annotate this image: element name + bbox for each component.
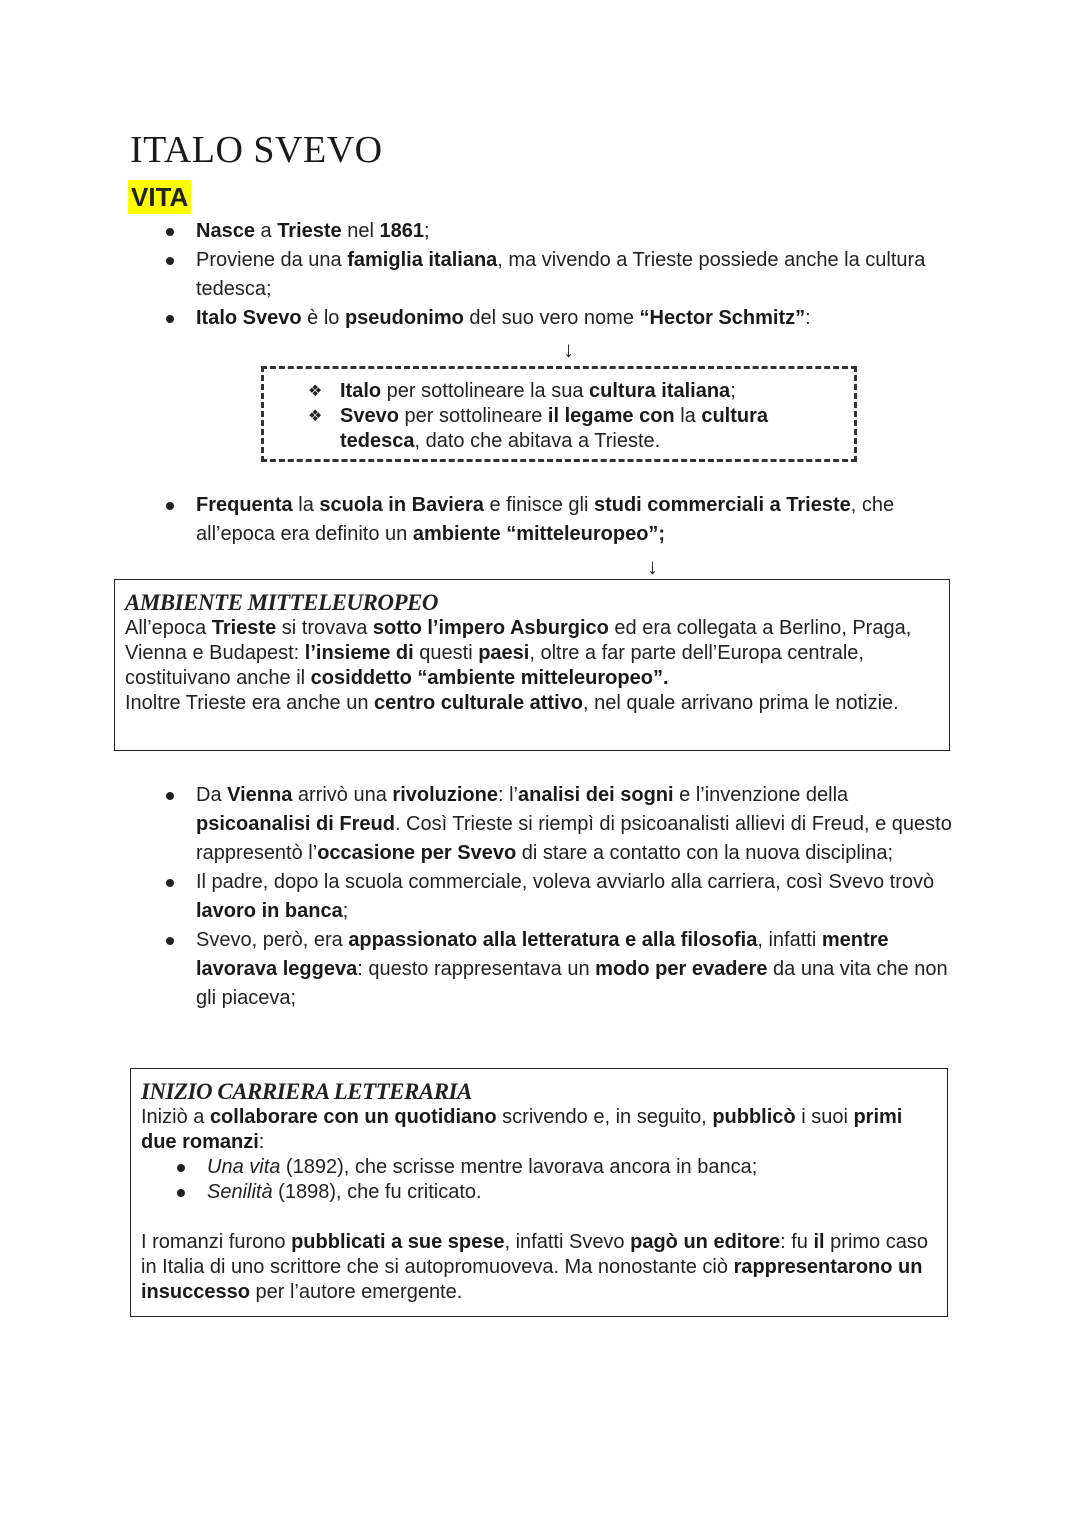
box-title: AMBIENTE MITTELEUROPEO xyxy=(125,590,438,615)
text-run: arrivò una xyxy=(292,784,393,806)
text-run: All’epoca xyxy=(125,617,212,639)
box-paragraph xyxy=(125,691,939,716)
text-run: Svevo, però, era xyxy=(196,929,349,951)
list-item xyxy=(130,781,960,868)
text-run: : xyxy=(805,307,811,329)
text-run: di stare a contatto con la nuova disciplina; xyxy=(516,842,894,864)
mitteleuropa-box xyxy=(114,579,950,751)
life-list-2 xyxy=(130,491,950,549)
text-run: Frequenta xyxy=(196,494,293,516)
text-run: : l’ xyxy=(497,784,518,806)
text-run: a xyxy=(254,220,278,242)
text-run: , infatti Svevo xyxy=(504,1231,631,1253)
text-run: Nasce xyxy=(196,220,255,242)
text-run: Da xyxy=(196,784,228,806)
text-run: centro culturale attivo xyxy=(374,692,583,714)
bullet-dot-icon xyxy=(177,1164,185,1172)
list-item xyxy=(130,217,950,246)
pseudonym-explanation-box xyxy=(261,366,857,462)
text-run: Trieste xyxy=(211,617,277,639)
text-run: , ma vivendo a Trieste possiede anche la cultura tedesca; xyxy=(196,249,926,300)
text-run: il legame con xyxy=(547,405,675,427)
bullet-dot-icon xyxy=(166,228,174,236)
text-run: : fu xyxy=(780,1231,814,1253)
text-run: e finisce gli xyxy=(483,494,594,516)
text-run: , che all’epoca era definito un xyxy=(196,494,895,545)
text-run: , oltre a far parte dell’Europa centrale, costituivano anche il xyxy=(125,642,864,689)
text-run: da una vita che non gli piaceva; xyxy=(196,958,948,1009)
text-run: scuola in Baviera xyxy=(319,494,484,516)
list-item xyxy=(130,304,950,333)
bullet-dot-icon xyxy=(166,257,174,265)
text-run: Svevo xyxy=(340,405,399,427)
text-run: Iniziò a xyxy=(141,1106,210,1128)
list-item xyxy=(141,1180,937,1205)
bullet-dot-icon xyxy=(177,1189,185,1197)
list-item xyxy=(141,1155,937,1180)
bullet-dot-icon xyxy=(166,502,174,510)
text-run: cultura tedesca xyxy=(340,405,769,452)
text-run: pagò un editore xyxy=(630,1231,781,1253)
text-run: analisi dei sogni xyxy=(517,784,674,806)
bullet-dot-icon xyxy=(166,792,174,800)
section-heading-vita: VITA xyxy=(128,180,191,214)
text-run: il xyxy=(813,1231,825,1253)
text-run: Il padre, dopo la scuola commerciale, voleva avviarlo alla carriera, così Svevo trovò xyxy=(196,871,935,893)
text-run: la xyxy=(674,405,702,427)
text-run: la xyxy=(292,494,320,516)
text-run: lavoro in banca xyxy=(196,900,343,922)
text-run: . Così Trieste si riempì di psicoanalisti allievi di Freud, e questo rappresentò l’ xyxy=(196,813,952,864)
text-run: e l’invenzione della xyxy=(673,784,849,806)
text-run: del suo vero nome xyxy=(463,307,640,329)
text-run: Vienna xyxy=(227,784,293,806)
diamond-bullet-icon: ❖ xyxy=(308,408,323,425)
life-list-1 xyxy=(130,217,950,333)
text-run: l’insieme di xyxy=(304,642,414,664)
career-box xyxy=(130,1068,948,1317)
bullet-dot-icon xyxy=(166,937,174,945)
text-run: ; xyxy=(730,380,736,402)
text-run: (1898), che fu criticato. xyxy=(272,1181,482,1203)
text-run: 1861 xyxy=(379,220,424,242)
text-run: studi commerciali a Trieste xyxy=(593,494,851,516)
text-run: , nel quale arrivano prima le notizie. xyxy=(582,692,899,714)
text-run: Italo xyxy=(340,380,382,402)
text-run: si trovava xyxy=(276,617,373,639)
bullet-dot-icon xyxy=(166,315,174,323)
text-run: , dato che abitava a Trieste. xyxy=(414,430,661,452)
text-run: nel xyxy=(341,220,380,242)
box-paragraph xyxy=(125,616,939,691)
text-run: scrivendo e, in seguito, xyxy=(496,1106,713,1128)
text-run: (1892), che scrisse mentre lavorava ancora in banca; xyxy=(280,1156,758,1178)
text-run: pubblicati a sue spese xyxy=(291,1231,505,1253)
text-run: Trieste xyxy=(277,220,342,242)
list-item xyxy=(130,868,960,926)
text-run: mentre lavorava leggeva xyxy=(196,929,889,980)
text-run: pseudonimo xyxy=(344,307,464,329)
text-run: per l’autore emergente. xyxy=(249,1281,463,1303)
text-run: per sottolineare xyxy=(398,405,548,427)
text-run: primi due romanzi xyxy=(141,1106,903,1153)
text-run: i suoi xyxy=(795,1106,854,1128)
text-run: Senilità xyxy=(207,1181,273,1203)
text-run: ambiente “mitteleuropeo”; xyxy=(412,523,666,545)
list-item xyxy=(130,926,960,1013)
text-run: Proviene da xyxy=(196,249,309,271)
list-item xyxy=(308,404,828,454)
text-run: cultura italiana xyxy=(589,380,731,402)
text-run: collaborare con un quotidiano xyxy=(209,1106,497,1128)
list-item xyxy=(130,246,950,304)
text-run: : questo rappresentava un xyxy=(357,958,596,980)
box-paragraph xyxy=(141,1230,937,1305)
text-run: modo per evadere xyxy=(595,958,768,980)
text-run: ed era collegata a Berlino, Praga, Vienna e Budapest: xyxy=(125,617,912,664)
text-run: pubblicò xyxy=(712,1106,796,1128)
list-item xyxy=(130,491,950,549)
text-run: “Hector Schmitz” xyxy=(639,307,806,329)
text-run: questi xyxy=(413,642,479,664)
text-run: Italo Svevo xyxy=(196,307,302,329)
text-run: Una vita xyxy=(207,1156,281,1178)
text-run: sotto l’impero Asburgico xyxy=(372,617,609,639)
text-run: occasione per Svevo xyxy=(317,842,517,864)
pseudonym-list xyxy=(308,379,828,454)
text-run: rappresentarono un insuccesso xyxy=(141,1256,923,1303)
text-run: rivoluzione xyxy=(392,784,498,806)
text-run: per sottolineare la sua xyxy=(381,380,590,402)
text-run: cosiddetto “ambiente mitteleuropeo”. xyxy=(310,667,669,689)
diamond-bullet-icon: ❖ xyxy=(308,383,323,400)
box-intro xyxy=(141,1105,937,1155)
text-run: è lo xyxy=(301,307,345,329)
text-run: ; xyxy=(423,220,430,242)
arrow-down-icon: ↓ xyxy=(647,554,658,579)
text-run: famiglia italiana xyxy=(347,249,498,271)
box-title: INIZIO CARRIERA LETTERARIA xyxy=(141,1079,472,1104)
text-run: una xyxy=(308,249,348,271)
text-run: ; xyxy=(342,900,349,922)
page-title: ITALO SVEVO xyxy=(130,129,383,171)
text-run: appassionato alla letteratura e alla filosofia xyxy=(348,929,758,951)
text-run: Inoltre Trieste era anche un xyxy=(125,692,375,714)
novels-list xyxy=(141,1155,937,1205)
arrow-down-icon: ↓ xyxy=(563,337,574,362)
text-run: primo caso in Italia di uno scrittore che si autopromuoveva. Ma nonostante ciò xyxy=(141,1231,928,1278)
list-item xyxy=(308,379,828,404)
life-list-3 xyxy=(130,781,960,1013)
text-run: paesi xyxy=(478,642,530,664)
bullet-dot-icon xyxy=(166,879,174,887)
text-run: I romanzi furono xyxy=(141,1231,292,1253)
text-run: psicoanalisi di Freud xyxy=(196,813,395,835)
text-run: , infatti xyxy=(757,929,822,951)
text-run: : xyxy=(258,1131,265,1153)
